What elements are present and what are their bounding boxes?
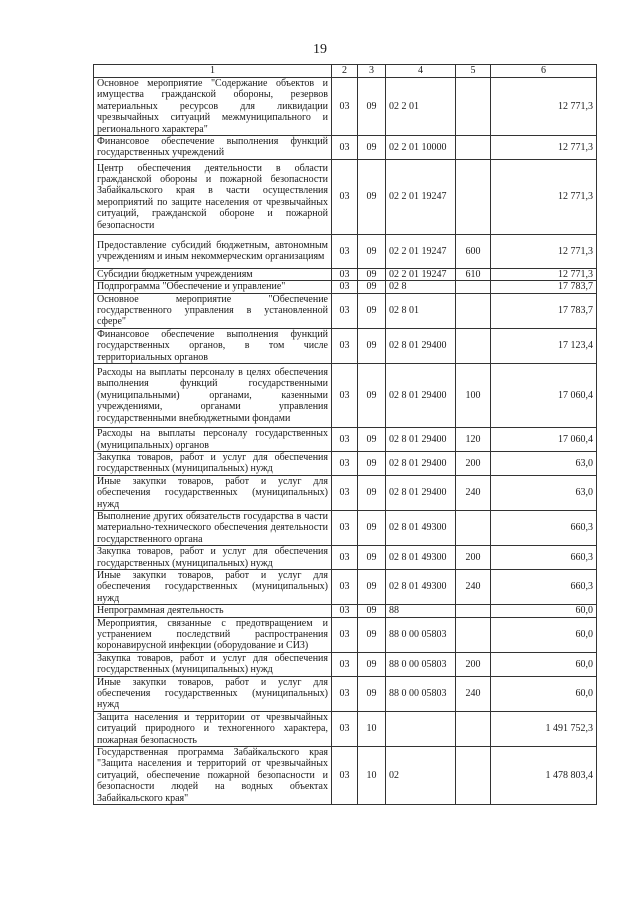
row-name-cell: Мероприятия, связанные с предотвращением и устранением последствий распространения коронавирусной инфекции (оборудование и СИЗ) [94, 617, 332, 652]
row-name-cell: Закупка товаров, работ и услуг для обеспечения государственных (муниципальных) нужд [94, 546, 332, 570]
row-name-cell: Основное мероприятие "Обеспечение государственного управления в установленной сфере" [94, 293, 332, 328]
row-target-code-cell: 02 2 01 [386, 78, 456, 136]
row-subsection-cell: 09 [358, 652, 386, 676]
row-name-cell: Иные закупки товаров, работ и услуг для обеспечения государственных (муниципальных) нужд [94, 569, 332, 604]
row-amount-cell: 660,3 [491, 510, 597, 545]
row-subsection-cell: 09 [358, 328, 386, 363]
row-amount-cell: 63,0 [491, 451, 597, 475]
row-expense-type-cell [456, 159, 491, 234]
row-section-cell: 03 [332, 711, 358, 746]
row-target-code-cell: 02 8 01 29400 [386, 328, 456, 363]
row-target-code-cell: 02 8 01 49300 [386, 569, 456, 604]
table-header-row [94, 65, 597, 78]
row-section-cell: 03 [332, 676, 358, 711]
row-name-cell: Основное мероприятие "Содержание объектов и имущества гражданской обороны, резервов материальных ресурсов для ликвидации чрезвычайных ситуаций межмуниципального и регионального характера" [94, 78, 332, 136]
row-expense-type-cell [456, 328, 491, 363]
row-target-code-cell: 02 8 01 29400 [386, 475, 456, 510]
table-row [94, 510, 597, 545]
table-row [94, 569, 597, 604]
row-target-code-cell: 88 0 00 05803 [386, 617, 456, 652]
row-amount-cell: 1 491 752,3 [491, 711, 597, 746]
row-section-cell: 03 [332, 428, 358, 452]
row-target-code-cell: 88 [386, 605, 456, 617]
column-header: 5 [456, 65, 491, 78]
row-target-code-cell: 02 2 01 10000 [386, 136, 456, 160]
row-expense-type-cell [456, 617, 491, 652]
row-name-cell: Иные закупки товаров, работ и услуг для обеспечения государственных (муниципальных) нужд [94, 475, 332, 510]
row-expense-type-cell [456, 78, 491, 136]
row-expense-type-cell: 240 [456, 676, 491, 711]
row-name-cell: Подпрограмма "Обеспечение и управление" [94, 281, 332, 293]
row-expense-type-cell: 240 [456, 569, 491, 604]
row-subsection-cell: 09 [358, 569, 386, 604]
row-section-cell: 03 [332, 136, 358, 160]
budget-table [93, 64, 597, 805]
row-amount-cell: 12 771,3 [491, 234, 597, 268]
page-number: 19 [313, 42, 327, 57]
row-section-cell: 03 [332, 569, 358, 604]
column-header: 1 [94, 65, 332, 78]
row-expense-type-cell: 200 [456, 546, 491, 570]
row-subsection-cell: 09 [358, 234, 386, 268]
row-name-cell: Финансовое обеспечение выполнения функций государственных учреждений [94, 136, 332, 160]
table-row [94, 234, 597, 268]
row-subsection-cell: 09 [358, 268, 386, 280]
row-amount-cell: 17 123,4 [491, 328, 597, 363]
row-expense-type-cell: 200 [456, 652, 491, 676]
row-section-cell: 03 [332, 617, 358, 652]
row-target-code-cell: 02 2 01 19247 [386, 268, 456, 280]
row-name-cell: Государственная программа Забайкальского края "Защита населения и территорий от чрезвычайных ситуаций, обеспечение пожарной безопасности и безопасности людей на водных объектах Забайкальского края" [94, 747, 332, 805]
row-name-cell: Закупка товаров, работ и услуг для обеспечения государственных (муниципальных) нужд [94, 652, 332, 676]
row-target-code-cell [386, 711, 456, 746]
row-name-cell: Выполнение других обязательств государства в части материально-технического обеспечения деятельности государственного органа [94, 510, 332, 545]
table-row [94, 451, 597, 475]
row-name-cell: Иные закупки товаров, работ и услуг для обеспечения государственных (муниципальных) нужд [94, 676, 332, 711]
row-section-cell: 03 [332, 159, 358, 234]
table-row [94, 428, 597, 452]
row-section-cell: 03 [332, 652, 358, 676]
row-section-cell: 03 [332, 605, 358, 617]
row-section-cell: 03 [332, 268, 358, 280]
row-subsection-cell: 09 [358, 159, 386, 234]
table-row [94, 711, 597, 746]
row-subsection-cell: 09 [358, 451, 386, 475]
row-amount-cell: 17 783,7 [491, 281, 597, 293]
row-expense-type-cell [456, 136, 491, 160]
row-subsection-cell: 09 [358, 281, 386, 293]
row-amount-cell: 12 771,3 [491, 78, 597, 136]
row-subsection-cell: 09 [358, 475, 386, 510]
row-amount-cell: 12 771,3 [491, 136, 597, 160]
row-expense-type-cell: 240 [456, 475, 491, 510]
table-row [94, 159, 597, 234]
row-name-cell: Расходы на выплаты персоналу государственных (муниципальных) органов [94, 428, 332, 452]
table-row [94, 281, 597, 293]
table-row [94, 676, 597, 711]
row-amount-cell: 17 060,4 [491, 364, 597, 428]
table-row [94, 78, 597, 136]
row-section-cell: 03 [332, 234, 358, 268]
row-subsection-cell: 09 [358, 136, 386, 160]
row-section-cell: 03 [332, 328, 358, 363]
row-amount-cell: 1 478 803,4 [491, 747, 597, 805]
row-name-cell: Предоставление субсидий бюджетным, автономным учреждениям и иным некоммерческим организациям [94, 234, 332, 268]
row-section-cell: 03 [332, 546, 358, 570]
row-expense-type-cell: 600 [456, 234, 491, 268]
row-subsection-cell: 10 [358, 711, 386, 746]
row-expense-type-cell: 610 [456, 268, 491, 280]
table-row [94, 364, 597, 428]
row-target-code-cell: 02 2 01 19247 [386, 234, 456, 268]
row-target-code-cell: 02 8 01 29400 [386, 451, 456, 475]
row-amount-cell: 60,0 [491, 617, 597, 652]
row-section-cell: 03 [332, 451, 358, 475]
row-subsection-cell: 09 [358, 293, 386, 328]
row-section-cell: 03 [332, 475, 358, 510]
row-amount-cell: 60,0 [491, 652, 597, 676]
table-row [94, 747, 597, 805]
row-target-code-cell: 02 8 01 [386, 293, 456, 328]
row-expense-type-cell [456, 510, 491, 545]
row-target-code-cell: 02 8 [386, 281, 456, 293]
row-amount-cell: 660,3 [491, 569, 597, 604]
row-amount-cell: 660,3 [491, 546, 597, 570]
row-target-code-cell: 02 2 01 19247 [386, 159, 456, 234]
row-amount-cell: 60,0 [491, 605, 597, 617]
row-expense-type-cell [456, 281, 491, 293]
column-header: 6 [491, 65, 597, 78]
row-expense-type-cell [456, 293, 491, 328]
column-header: 4 [386, 65, 456, 78]
row-subsection-cell: 09 [358, 676, 386, 711]
row-target-code-cell: 02 8 01 29400 [386, 428, 456, 452]
column-header: 2 [332, 65, 358, 78]
row-amount-cell: 12 771,3 [491, 159, 597, 234]
row-name-cell: Непрограммная деятельность [94, 605, 332, 617]
row-name-cell: Центр обеспечения деятельности в области гражданской обороны и пожарной безопасности Забайкальского края в части осуществления мероприятий по защите населения от чрезвычайных ситуаций, гражданской обороне и пожарной безопасности [94, 159, 332, 234]
row-amount-cell: 17 783,7 [491, 293, 597, 328]
row-target-code-cell: 02 8 01 49300 [386, 546, 456, 570]
row-amount-cell: 60,0 [491, 676, 597, 711]
row-target-code-cell: 02 8 01 49300 [386, 510, 456, 545]
row-amount-cell: 12 771,3 [491, 268, 597, 280]
row-target-code-cell: 88 0 00 05803 [386, 652, 456, 676]
row-expense-type-cell [456, 605, 491, 617]
table-row [94, 328, 597, 363]
table-row [94, 475, 597, 510]
table-row [94, 268, 597, 280]
row-section-cell: 03 [332, 364, 358, 428]
table-row [94, 617, 597, 652]
row-subsection-cell: 09 [358, 428, 386, 452]
row-expense-type-cell [456, 747, 491, 805]
row-amount-cell: 17 060,4 [491, 428, 597, 452]
row-subsection-cell: 09 [358, 510, 386, 545]
table-row [94, 605, 597, 617]
row-subsection-cell: 09 [358, 364, 386, 428]
row-subsection-cell: 09 [358, 605, 386, 617]
row-name-cell: Закупка товаров, работ и услуг для обеспечения государственных (муниципальных) нужд [94, 451, 332, 475]
row-amount-cell: 63,0 [491, 475, 597, 510]
row-section-cell: 03 [332, 747, 358, 805]
row-expense-type-cell: 200 [456, 451, 491, 475]
row-section-cell: 03 [332, 78, 358, 136]
row-subsection-cell: 10 [358, 747, 386, 805]
row-subsection-cell: 09 [358, 617, 386, 652]
row-target-code-cell: 02 8 01 29400 [386, 364, 456, 428]
table-row [94, 293, 597, 328]
table-row [94, 652, 597, 676]
row-subsection-cell: 09 [358, 78, 386, 136]
row-section-cell: 03 [332, 281, 358, 293]
row-target-code-cell: 88 0 00 05803 [386, 676, 456, 711]
table-row [94, 546, 597, 570]
row-expense-type-cell: 120 [456, 428, 491, 452]
row-name-cell: Защита населения и территории от чрезвычайных ситуаций природного и техногенного характера, пожарная безопасность [94, 711, 332, 746]
row-name-cell: Расходы на выплаты персоналу в целях обеспечения выполнения функций государственными (муниципальными) органами, казенными учреждениями, органами управления государственными внебюджетными фондами [94, 364, 332, 428]
row-target-code-cell: 02 [386, 747, 456, 805]
row-expense-type-cell [456, 711, 491, 746]
column-header: 3 [358, 65, 386, 78]
row-section-cell: 03 [332, 510, 358, 545]
row-section-cell: 03 [332, 293, 358, 328]
row-expense-type-cell: 100 [456, 364, 491, 428]
table-row [94, 136, 597, 160]
row-name-cell: Финансовое обеспечение выполнения функций государственных органов, в том числе территориальных органов [94, 328, 332, 363]
row-subsection-cell: 09 [358, 546, 386, 570]
row-name-cell: Субсидии бюджетным учреждениям [94, 268, 332, 280]
